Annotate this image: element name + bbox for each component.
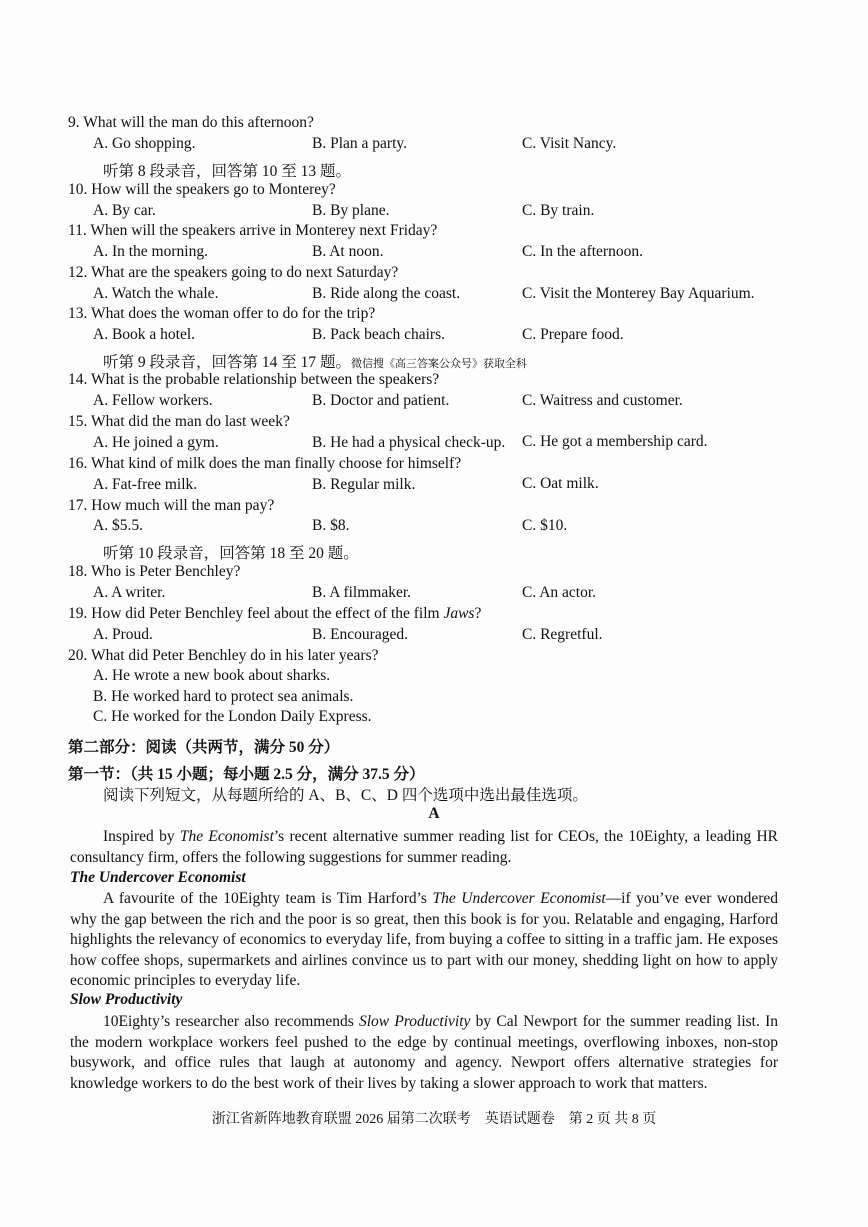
- q12-option-c: C. Visit the Monterey Bay Aquarium.: [522, 285, 755, 302]
- book1-text-pre: A favourite of the 10Eighty team is Tim Harford’s: [103, 890, 433, 907]
- q20-option-a: A. He wrote a new book about sharks.: [93, 667, 331, 684]
- q11-option-b: B. At noon.: [312, 243, 384, 260]
- question-15: 15. What did the man do last week?: [68, 413, 290, 430]
- question-18: 18. Who is Peter Benchley?: [68, 563, 241, 580]
- question-19: [68, 605, 481, 623]
- q11-option-c: C. In the afternoon.: [522, 243, 643, 260]
- q18-option-a: A. A writer.: [93, 584, 166, 601]
- q13-option-b: B. Pack beach chairs.: [312, 326, 445, 343]
- question-17: 17. How much will the man pay?: [68, 497, 275, 514]
- q16-option-b: B. Regular milk.: [312, 476, 416, 493]
- q13-option-c: C. Prepare food.: [522, 326, 624, 343]
- book2-text-post: by Cal Newport for the summer reading list. In the modern workplace workers feel pushed to the edge by continual meetings, overflowing inboxes, non-stop busywork, and office rules that laugh at autonomy and agency. Newport offers alternative strategies for knowledge workers to do the best work of their lives by taking a slower approach to work that matters.: [70, 1013, 779, 1092]
- q15-option-a: A. He joined a gym.: [93, 434, 219, 451]
- q19-stem-text: 19. How did Peter Benchley feel about the effect of the film: [68, 605, 444, 622]
- q14-option-a: A. Fellow workers.: [93, 392, 213, 409]
- book1-title-inline: The Undercover Economist: [432, 890, 606, 907]
- q10-option-c: C. By train.: [522, 202, 595, 219]
- question-10: 10. How will the speakers go to Monterey?: [68, 181, 336, 198]
- section-one-title: 第一节：（共 15 小题；每小题 2.5 分，满分 37.5 分）: [68, 766, 425, 783]
- intro-text-pre: Inspired by: [103, 828, 180, 845]
- question-9: 9. What will the man do this afternoon?: [68, 114, 314, 131]
- question-14: 14. What is the probable relationship between the speakers?: [68, 371, 440, 388]
- q12-option-b: B. Ride along the coast.: [312, 285, 461, 302]
- book1-paragraph: [70, 889, 778, 992]
- q20-option-c: C. He worked for the London Daily Express.: [93, 708, 372, 725]
- q18-option-b: B. A filmmaker.: [312, 584, 412, 601]
- part-two-title: 第二部分：阅读（共两节，满分 50 分）: [68, 739, 340, 756]
- book2-title: Slow Productivity: [70, 991, 183, 1008]
- q19-question-mark: ?: [474, 605, 482, 622]
- q19-option-b: B. Encouraged.: [312, 626, 408, 643]
- q16-option-a: A. Fat-free milk.: [93, 476, 198, 493]
- book2-paragraph: [70, 1012, 778, 1094]
- q19-film-title: Jaws: [443, 605, 475, 622]
- question-13: 13. What does the woman offer to do for the trip?: [68, 305, 376, 322]
- q15-option-c: C. He got a membership card.: [522, 433, 708, 450]
- question-16: 16. What kind of milk does the man finally choose for himself?: [68, 455, 462, 472]
- book2-text-pre: 10Eighty’s researcher also recommends: [103, 1013, 359, 1030]
- question-11: 11. When will the speakers arrive in Monterey next Friday?: [68, 222, 438, 239]
- q9-option-c: C. Visit Nancy.: [522, 135, 617, 152]
- q20-option-b: B. He worked hard to protect sea animals.: [93, 688, 354, 705]
- q15-option-b: B. He had a physical check-up.: [312, 434, 506, 451]
- q16-option-c: C. Oat milk.: [522, 475, 599, 492]
- q19-option-c: C. Regretful.: [522, 626, 603, 643]
- watermark-note: 微信搜《高三答案公众号》获取全科: [351, 358, 528, 370]
- page-footer: 浙江省新阵地教育联盟 2026 届第二次联考 英语试题卷 第 2 页 共 8 页: [211, 1112, 657, 1127]
- q9-option-b: B. Plan a party.: [312, 135, 407, 152]
- book1-text-post: —if you’ve ever wondered why the gap between the rich and the poor is so great, then this book is for you. Relatable and engaging, Harford highlights the relevancy of economics to everyday life, from buying a coffee to sitting in a traffic jam. He exposes how coffee shops, supermarkets and airlines convince us to part with our money, shedding light on how to apply economic principles to everyday life.: [70, 890, 779, 989]
- q10-option-a: A. By car.: [93, 202, 156, 219]
- q18-option-c: C. An actor.: [522, 584, 597, 601]
- q17-option-b: B. $8.: [312, 517, 350, 534]
- passage-letter: A: [428, 805, 440, 822]
- book1-title: The Undercover Economist: [70, 869, 246, 886]
- question-12: 12. What are the speakers going to do next Saturday?: [68, 264, 399, 281]
- passage-intro: [70, 827, 778, 868]
- section-10-instruction: 听第 10 段录音，回答第 18 至 20 题。: [103, 545, 359, 562]
- question-20: 20. What did Peter Benchley do in his later years?: [68, 647, 379, 664]
- book2-title-inline: Slow Productivity: [358, 1013, 471, 1030]
- q12-option-a: A. Watch the whale.: [93, 285, 219, 302]
- q17-option-c: C. $10.: [522, 517, 568, 534]
- intro-text-post: ’s recent alternative summer reading list for CEOs, the 10Eighty, a leading HR consultancy firm, offers the following suggestions for summer reading.: [70, 828, 779, 866]
- q17-option-a: A. $5.5.: [93, 517, 143, 534]
- section-9-instruction: [103, 350, 527, 372]
- intro-magazine: The Economist: [179, 828, 274, 845]
- reading-instruction: 阅读下列短文，从每题所给的 A、B、C、D 四个选项中选出最佳选项。: [103, 787, 588, 804]
- q13-option-a: A. Book a hotel.: [93, 326, 196, 343]
- q14-option-b: B. Doctor and patient.: [312, 392, 450, 409]
- section-9-text: 听第 9 段录音，回答第 14 至 17 题。: [103, 354, 352, 371]
- q10-option-b: B. By plane.: [312, 202, 390, 219]
- section-8-instruction: 听第 8 段录音，回答第 10 至 13 题。: [103, 163, 352, 180]
- q9-option-a: A. Go shopping.: [93, 135, 196, 152]
- q19-option-a: A. Proud.: [93, 626, 153, 643]
- q14-option-c: C. Waitress and customer.: [522, 392, 683, 409]
- q11-option-a: A. In the morning.: [93, 243, 208, 260]
